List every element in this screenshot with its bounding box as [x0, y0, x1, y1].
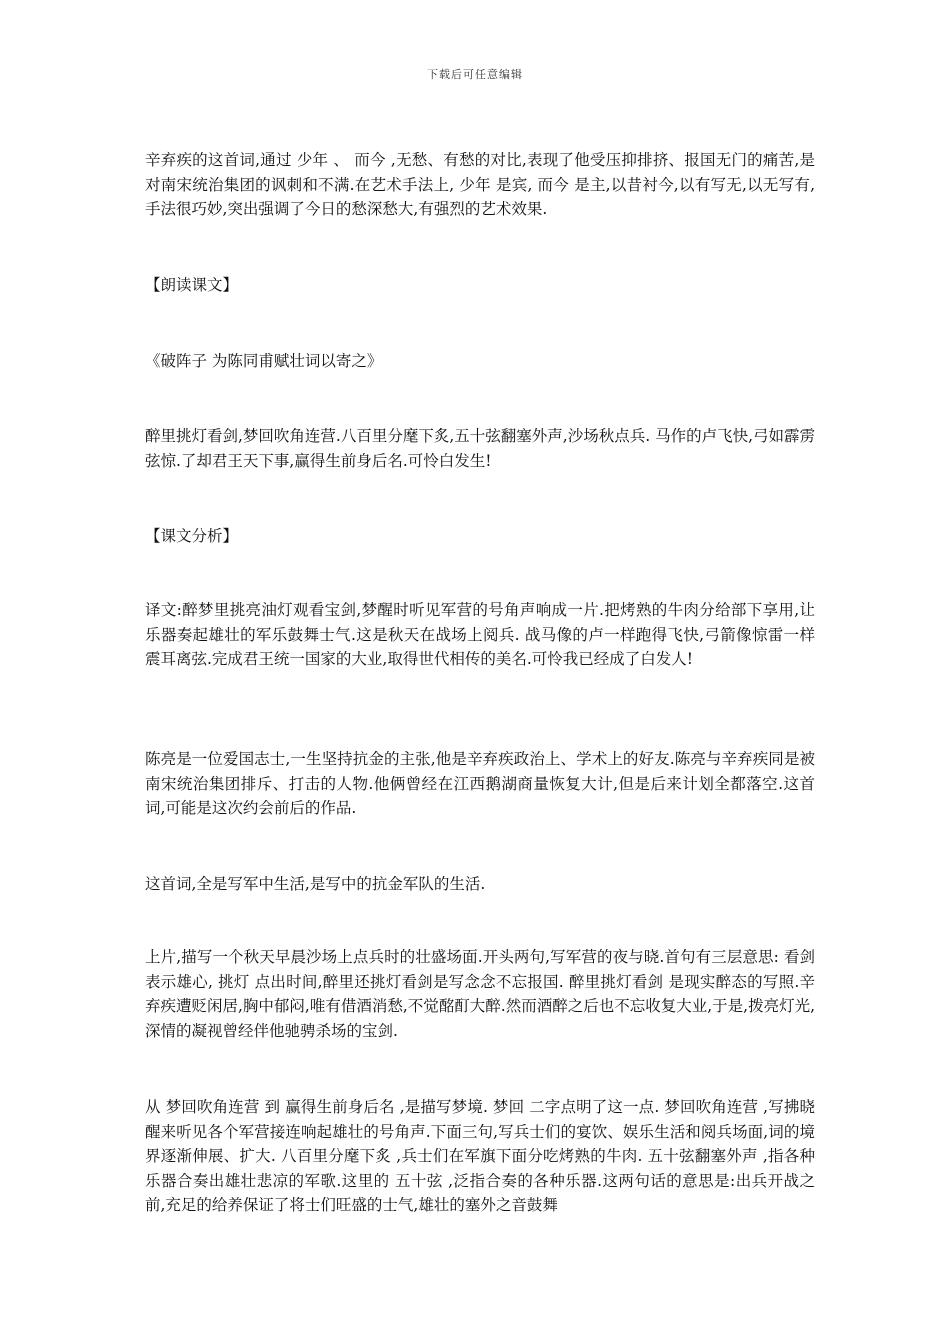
- section-heading-reading: 【朗读课文】: [145, 276, 239, 294]
- poem-text: 醉里挑灯看剑,梦回吹角连营.八百里分麾下炙,五十弦翻塞外声,沙场秋点兵. 马作的卢飞快,弓如霹雳弦惊.了却君王天下事,赢得生前身后名.可怜白发生!: [145, 427, 815, 470]
- poem-title: 《破阵子 为陈同甫赋壮词以寄之》: [145, 352, 383, 370]
- upper-stanza-paragraph: 上片,描写一个秋天早晨沙场上点兵时的壮盛场面.开头两句,写军营的夜与晓.首句有三层意思: 看剑 表示雄心, 挑灯 点出时间,醉里还挑灯看剑是写念念不忘报国. 醉里挑灯看剑 是现实醉态的写照.辛弃疾遭贬闲居,胸中郁闷,唯有借酒消愁,不觉酩酊大醉.然而酒醉之后也不忘收复大业,于是,拨亮灯光,深情的凝视曾经伴他驰骋杀场的宝剑.: [145, 948, 815, 1040]
- translation-paragraph: 译文:醉梦里挑亮油灯观看宝剑,梦醒时听见军营的号角声响成一片.把烤熟的牛肉分给部下享用,让乐器奏起雄壮的军乐鼓舞士气.这是秋天在战场上阅兵. 战马像的卢一样跑得飞快,弓箭像惊雷一样震耳离弦.完成君王统一国家的大业,取得世代相传的美名.可怜我已经成了白发人!: [145, 601, 815, 668]
- section-heading-analysis: 【课文分析】: [145, 527, 239, 545]
- chen-liang-paragraph: 陈亮是一位爱国志士,一生坚持抗金的主张,他是辛弃疾政治上、学术上的好友.陈亮与辛弃疾同是被南宋统治集团排斥、打击的人物.他俩曾经在江西鹅湖商量恢复大计,但是后来计划全都落空.这首词,可能是这次约会前后的作品.: [145, 750, 815, 817]
- military-life-paragraph: 这首词,全是写军中生活,是写中的抗金军队的生活.: [145, 875, 486, 893]
- dream-scene-paragraph: 从 梦回吹角连营 到 赢得生前身后名 ,是描写梦境. 梦回 二字点明了这一点. 梦回吹角连营 ,写拂晓醒来听见各个军营接连响起雄壮的号角声.下面三句,写兵士们的宴饮、娱乐生活和阅兵场面,词的境界逐渐伸展、扩大. 八百里分麾下炙 ,兵士们在军旗下面分吃烤熟的牛肉. 五十弦翻塞外声 ,指各种乐器合奏出雄壮悲凉的军歌.这里的 五十弦 ,泛指合奏的各种乐器.这两句话的意思是:出兵开战之前,充足的给养保证了将士们旺盛的士气,雄壮的塞外之音鼓舞: [145, 1098, 815, 1214]
- intro-paragraph: 辛弃疾的这首词,通过 少年 、 而今 ,无愁、有愁的对比,表现了他受压抑排挤、报国无门的痛苦,是对南宋统治集团的讽刺和不满.在艺术手法上, 少年 是宾, 而今 是主,以昔衬今,以有写无,以无写有,手法很巧妙,突出强调了今日的愁深愁大,有强烈的艺术效果.: [145, 151, 815, 218]
- page-header: 下载后可任意编辑: [427, 68, 523, 81]
